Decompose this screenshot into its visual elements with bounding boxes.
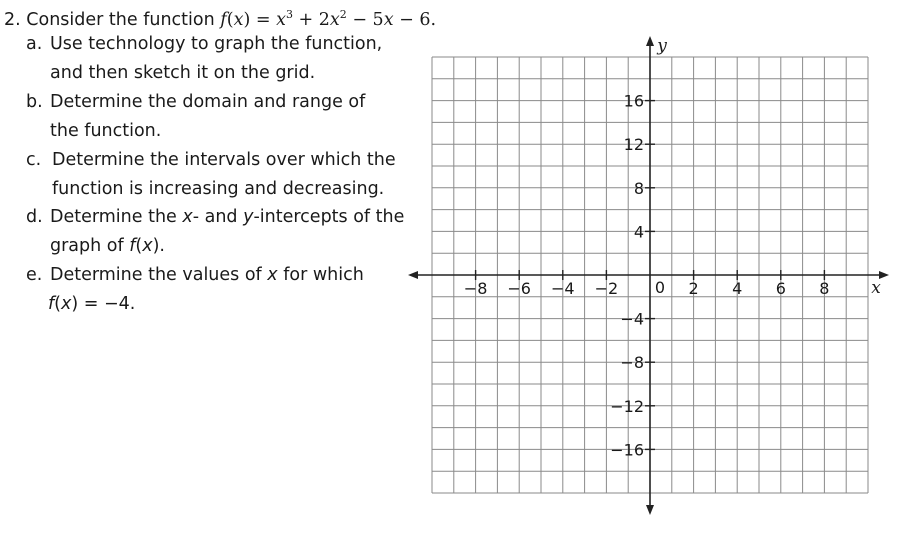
x-tick-label: 2 [688, 279, 699, 298]
part-e-line-1: Determine the values of x for which [50, 265, 364, 285]
x-tick-label: 6 [775, 279, 786, 298]
part-b-line-2: the function. [50, 121, 162, 141]
part-c-line-2: function is increasing and decreasing. [52, 179, 385, 199]
y-tick-label: 4 [633, 222, 644, 242]
y-tick-label: −16 [610, 440, 644, 460]
problem-number: 2. [4, 9, 21, 30]
origin-label: 0 [654, 278, 666, 297]
x-axis-arrow-left [408, 271, 418, 279]
part-b-line-1: Determine the domain and range of [50, 92, 366, 112]
x-tick-label: −6 [507, 279, 531, 298]
y-axis-arrow-down [646, 505, 654, 515]
x-tick-label: −4 [551, 279, 575, 298]
part-d-line-1: Determine the x- and y-intercepts of the [50, 207, 405, 227]
x-tick-label: −2 [594, 279, 619, 298]
y-tick-label: 8 [633, 178, 644, 198]
x-tick-label: 4 [732, 279, 743, 298]
part-a-line-1: Use technology to graph the function, [50, 34, 383, 54]
y-tick-label: 16 [623, 91, 644, 111]
part-b-letter: b. [26, 92, 43, 112]
y-axis-label: y [657, 36, 667, 56]
y-tick-label: 12 [623, 135, 644, 155]
part-d-line-2: graph of f(x). [50, 236, 165, 256]
x-tick-label: 8 [819, 279, 830, 298]
part-a-letter: a. [26, 34, 43, 54]
part-d-letter: d. [26, 207, 43, 227]
y-tick-label: −4 [620, 309, 644, 329]
x-axis-label: x [871, 278, 881, 298]
y-tick-label: −8 [620, 353, 644, 373]
y-tick-label: −12 [610, 396, 644, 416]
y-axis-arrow-up [646, 36, 654, 46]
part-a-line-2: and then sketch it on the grid. [50, 63, 316, 83]
problem-statement: 2. Consider the function $f(x) = x^3 + 2x^2 - 5x - 6$. [4, 8, 437, 30]
x-tick-label: −8 [463, 279, 488, 298]
part-c-line-1: Determine the intervals over which the [52, 150, 396, 170]
part-e-line-2: f(x) = −4. [48, 294, 136, 314]
part-c-letter: c. [26, 150, 42, 170]
part-e-letter: e. [26, 265, 43, 285]
